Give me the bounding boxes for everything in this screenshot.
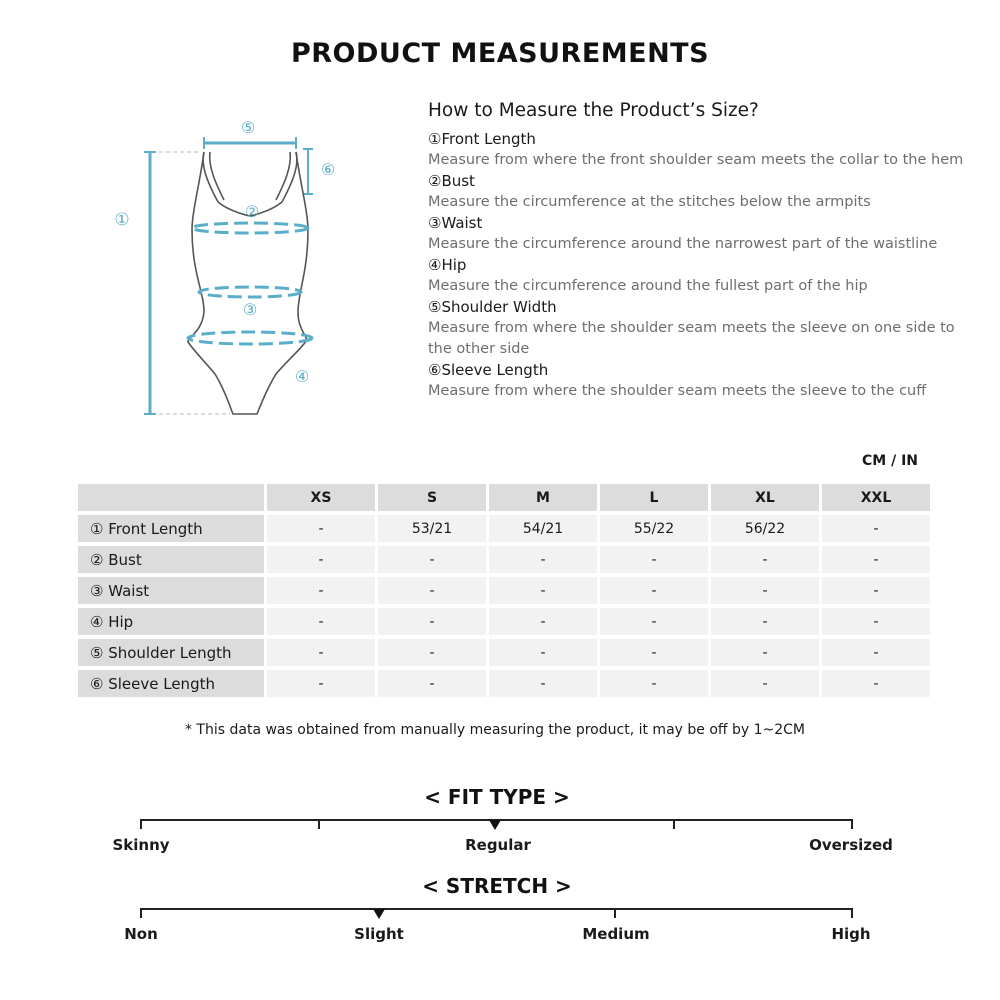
measure-item-hip: [428, 255, 968, 297]
diagram-label-5: ⑤: [240, 118, 256, 137]
size-header: XL: [711, 484, 819, 511]
table-cell: -: [711, 608, 819, 635]
row-label: ③ Waist: [78, 577, 264, 604]
measure-description: Measure from where the front shoulder seam meets the collar to the hem: [428, 152, 964, 168]
table-cell: 54/21: [489, 515, 597, 542]
size-header: M: [489, 484, 597, 511]
size-header: S: [378, 484, 486, 511]
fit-type-tick: [851, 819, 853, 829]
stretch-scale-line: [140, 908, 853, 910]
row-label: ⑤ Shoulder Length: [78, 639, 264, 666]
page-title: PRODUCT MEASUREMENTS: [290, 38, 710, 69]
table-cell: -: [822, 608, 930, 635]
measure-name: ⑥Sleeve Length: [428, 361, 549, 379]
measurement-note: * This data was obtained from manually measuring the product, it may be off by 1~2CM: [184, 722, 806, 738]
how-to-measure-title: How to Measure the Product’s Size?: [428, 100, 759, 121]
table-cell: -: [489, 546, 597, 573]
table-row: [78, 577, 930, 604]
measure-description: Measure the circumference at the stitches below the armpits: [428, 194, 871, 210]
table-cell: 53/21: [378, 515, 486, 542]
table-row: [78, 639, 930, 666]
stretch-tick: [140, 908, 142, 918]
fit-type-label-regular: Regular: [465, 836, 531, 854]
table-cell: -: [489, 639, 597, 666]
diagram-label-2: ②: [244, 202, 260, 221]
diagram-label-3: ③: [242, 300, 258, 319]
table-row: [78, 670, 930, 697]
table-row: [78, 608, 930, 635]
table-cell: -: [711, 639, 819, 666]
fit-type-label-skinny: Skinny: [112, 836, 170, 854]
table-cell: -: [711, 577, 819, 604]
measure-description: Measure from where the shoulder seam meets the sleeve to the cuff: [428, 383, 927, 399]
measure-name: ②Bust: [428, 172, 475, 190]
measure-name: ⑤Shoulder Width: [428, 298, 557, 316]
table-cell: -: [600, 670, 708, 697]
table-cell: -: [822, 577, 930, 604]
table-cell: -: [711, 670, 819, 697]
stretch-selected-marker: [373, 909, 385, 919]
size-header: L: [600, 484, 708, 511]
stretch-title: < STRETCH >: [422, 874, 572, 898]
measure-item-waist: [428, 213, 968, 255]
table-corner-cell: [78, 484, 264, 511]
table-cell: -: [267, 577, 375, 604]
table-cell: -: [711, 546, 819, 573]
measure-description: Measure from where the shoulder seam meets the sleeve on one side to the other side: [428, 320, 955, 357]
measure-description: Measure the circumference around the narrowest part of the waistline: [428, 236, 938, 252]
table-cell: -: [822, 639, 930, 666]
table-cell: -: [378, 577, 486, 604]
stretch-tick: [614, 908, 616, 918]
table-cell: -: [600, 546, 708, 573]
row-label: ④ Hip: [78, 608, 264, 635]
how-to-measure-section: [428, 100, 968, 402]
table-cell: -: [267, 608, 375, 635]
measure-name: ①Front Length: [428, 130, 536, 148]
measure-item-sleeve-length: [428, 360, 968, 402]
diagram-label-6: ⑥: [320, 160, 336, 179]
measure-item-front-length: [428, 129, 968, 171]
table-cell: -: [378, 608, 486, 635]
measure-item-shoulder-width: [428, 297, 968, 360]
table-cell: -: [378, 670, 486, 697]
table-cell: -: [378, 546, 486, 573]
size-header: XXL: [822, 484, 930, 511]
table-cell: -: [489, 577, 597, 604]
stretch-tick: [851, 908, 853, 918]
row-label: ① Front Length: [78, 515, 264, 542]
diagram-label-1: ①: [114, 210, 130, 230]
size-header: XS: [267, 484, 375, 511]
fit-type-tick: [318, 819, 320, 829]
size-table: [75, 480, 933, 701]
measure-item-bust: [428, 171, 968, 213]
table-cell: -: [267, 639, 375, 666]
table-cell: -: [267, 546, 375, 573]
table-cell: -: [822, 546, 930, 573]
stretch-label-non: Non: [124, 925, 158, 943]
table-row: [78, 546, 930, 573]
row-label: ② Bust: [78, 546, 264, 573]
stretch-label-high: High: [831, 925, 871, 943]
unit-label: CM / IN: [862, 453, 918, 469]
diagram-label-4: ④: [294, 367, 310, 386]
table-cell: -: [600, 639, 708, 666]
fit-type-tick: [673, 819, 675, 829]
table-row: [78, 515, 930, 542]
table-header-row: [78, 484, 930, 511]
table-cell: 55/22: [600, 515, 708, 542]
fit-type-tick: [140, 819, 142, 829]
table-cell: -: [600, 608, 708, 635]
stretch-label-slight: Slight: [354, 925, 404, 943]
table-cell: -: [267, 670, 375, 697]
table-cell: -: [489, 608, 597, 635]
fit-type-title: < FIT TYPE >: [424, 785, 570, 809]
table-cell: 56/22: [711, 515, 819, 542]
table-cell: -: [600, 577, 708, 604]
table-cell: -: [489, 670, 597, 697]
measure-name: ④Hip: [428, 256, 467, 274]
measure-name: ③Waist: [428, 214, 483, 232]
measure-description: Measure the circumference around the fullest part of the hip: [428, 278, 868, 294]
fit-type-label-oversized: Oversized: [809, 836, 893, 854]
table-cell: -: [267, 515, 375, 542]
swimsuit-measurement-diagram: [100, 112, 360, 432]
stretch-label-medium: Medium: [582, 925, 650, 943]
table-cell: -: [378, 639, 486, 666]
table-cell: -: [822, 515, 930, 542]
table-cell: -: [822, 670, 930, 697]
row-label: ⑥ Sleeve Length: [78, 670, 264, 697]
fit-type-selected-marker: [489, 820, 501, 830]
